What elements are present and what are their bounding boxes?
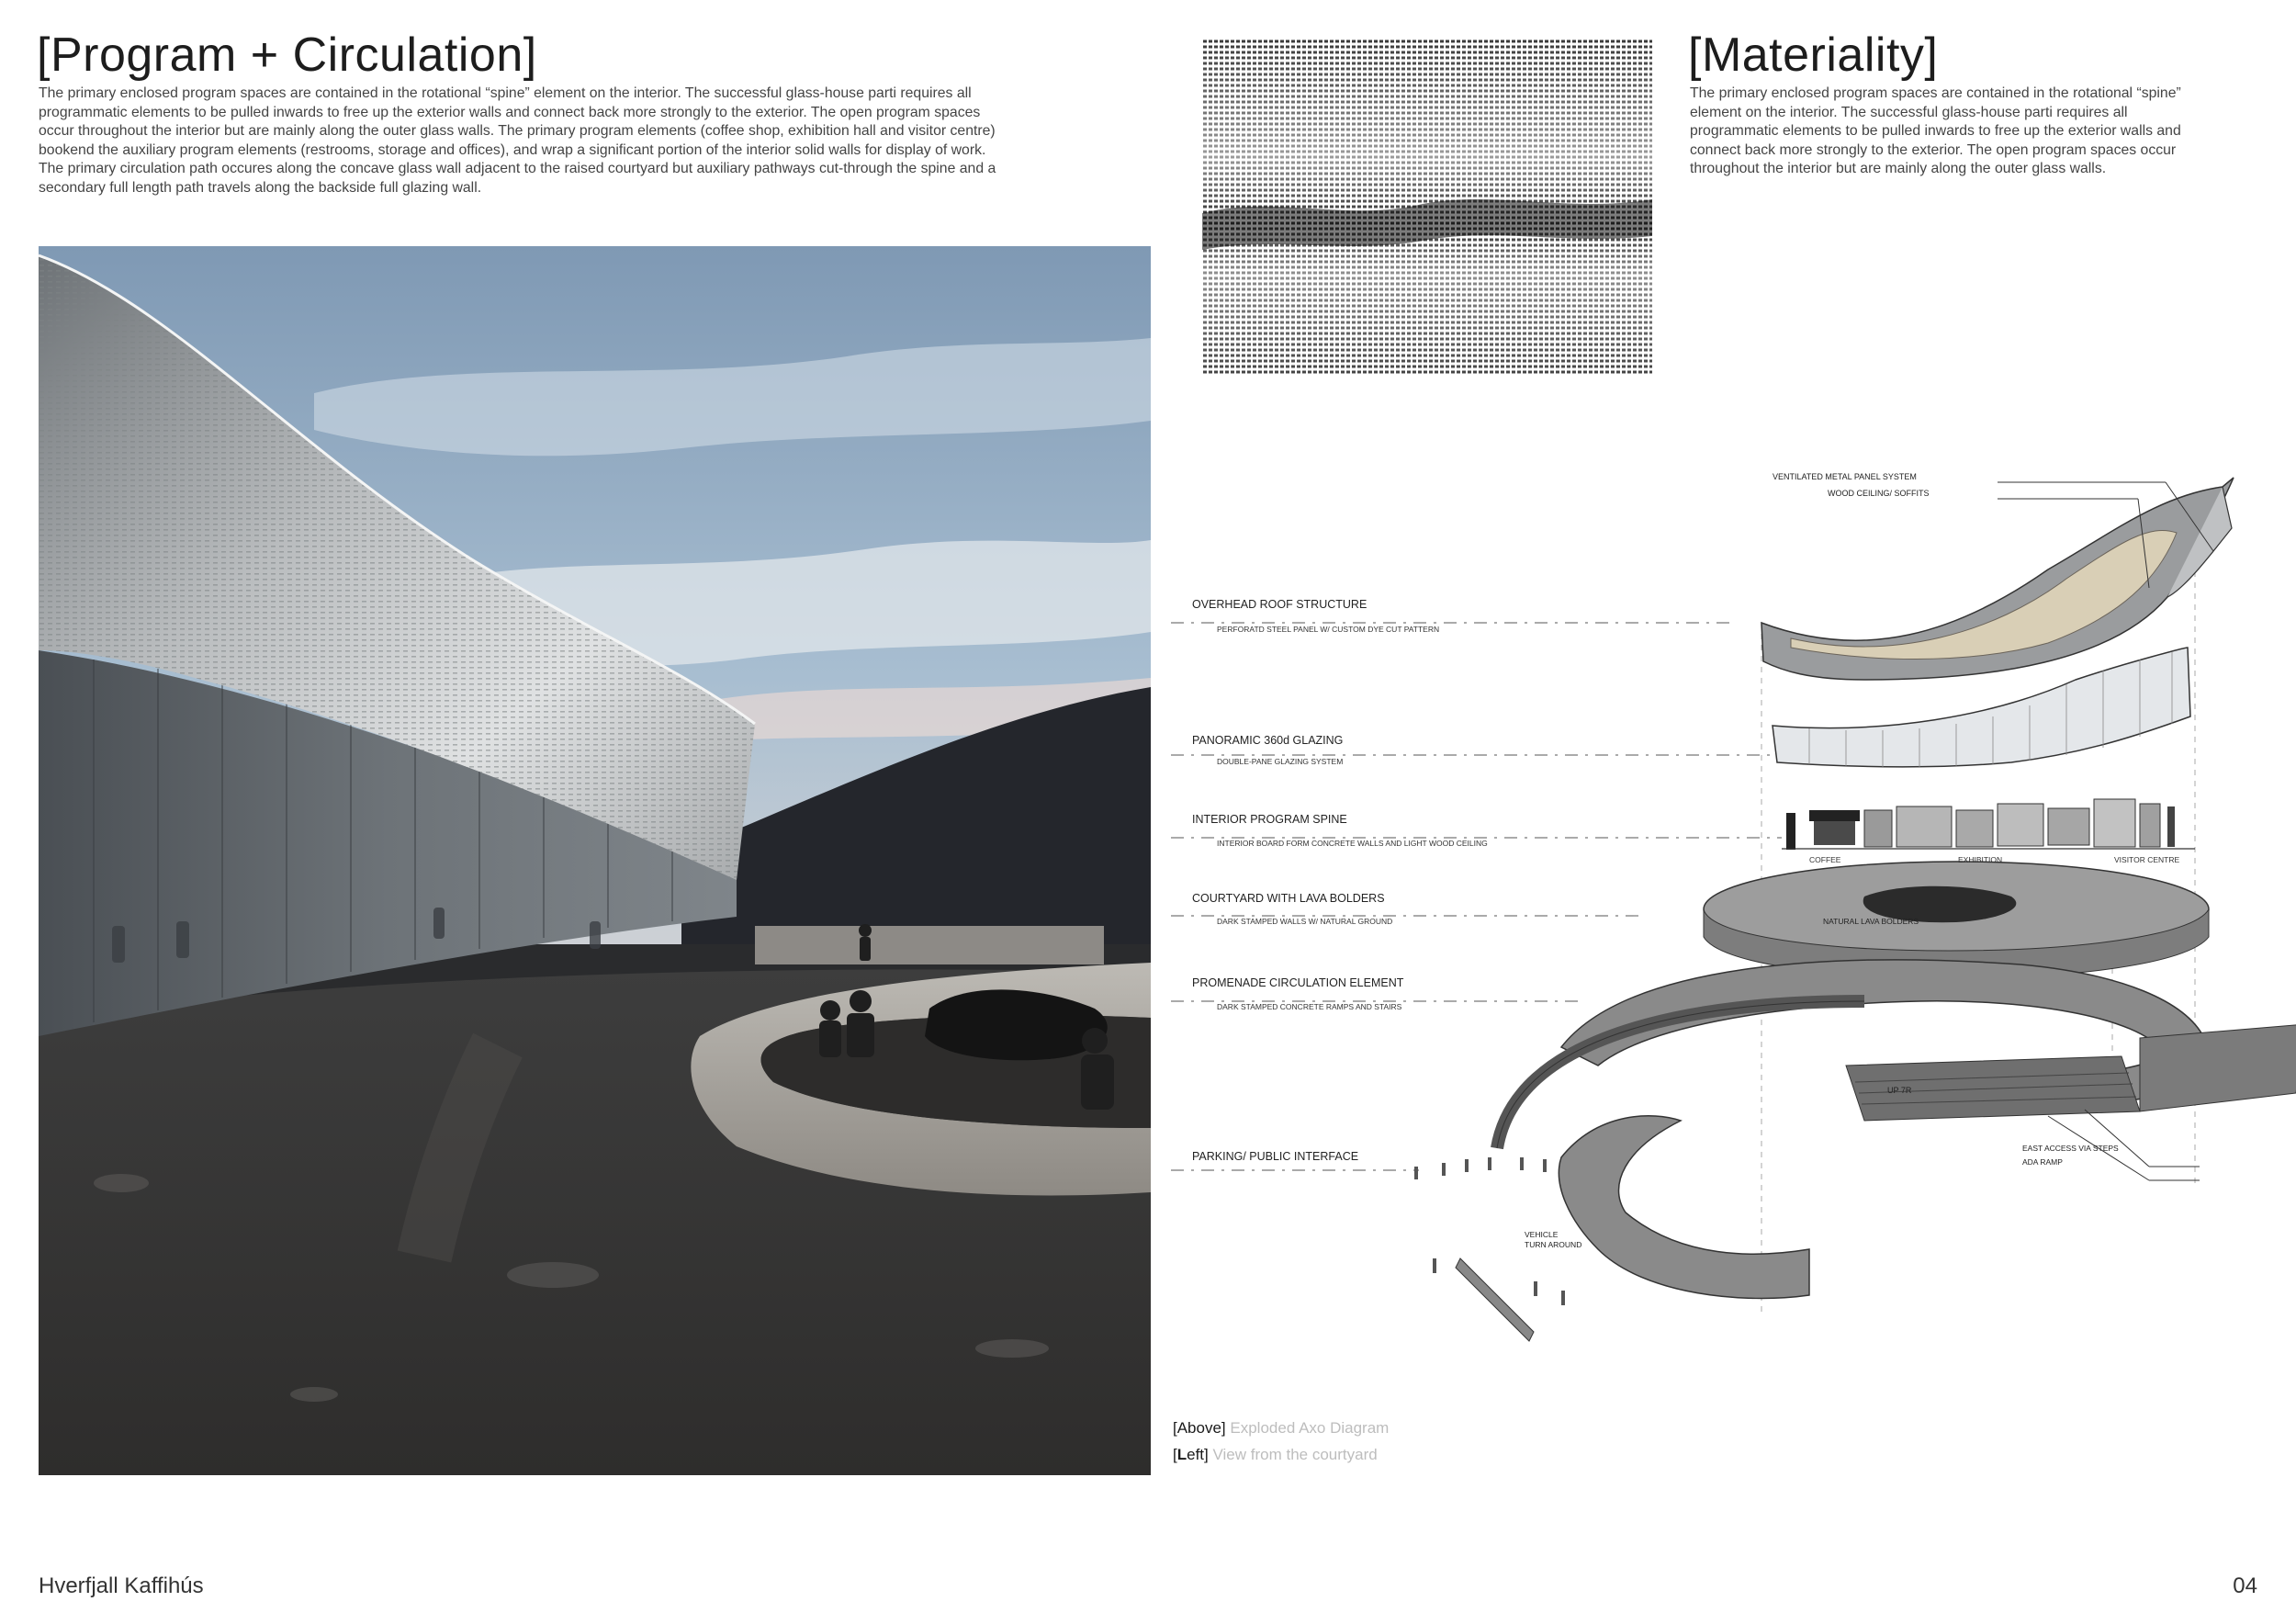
caption-left-key-letter: L — [1176, 1446, 1187, 1463]
turn-around-label: TURN AROUND — [1525, 1240, 1582, 1249]
caption-above — [1173, 1419, 1389, 1438]
lava-bolders-label: NATURAL LAVA BOLDERS — [1823, 917, 1919, 926]
courtyard-render-illustration — [39, 246, 1151, 1475]
layer-4-title: COURTYARD WITH LAVA BOLDERS — [1192, 892, 1385, 905]
layer-3-sub: INTERIOR BOARD FORM CONCRETE WALLS AND LIGHT WOOD CEILING — [1217, 839, 1488, 848]
layer-6-title: PARKING/ PUBLIC INTERFACE — [1192, 1150, 1359, 1163]
parking-element — [1414, 1116, 1809, 1341]
page-number: 04 — [2233, 1573, 2257, 1598]
layer-5-title: PROMENADE CIRCULATION ELEMENT — [1192, 976, 1404, 989]
caption-left — [1173, 1446, 1378, 1464]
caption-above-key: [Above] — [1173, 1419, 1226, 1437]
east-access-label: EAST ACCESS VIA STEPS — [2022, 1144, 2119, 1153]
materiality-body: The primary enclosed program spaces are contained in the rotational “spine” element on the interior. The successful glass-house parti requires all programmatic elements to be pulled inwards to free up the exterior walls and connect back more strongly to the exterior. The open program spaces occur throughout the interior but are mainly along the outer glass walls. — [1690, 85, 2181, 176]
program-circulation-body: The primary enclosed program spaces are contained in the rotational “spine” element on the interior. The successful glass-house parti requires all programmatic elements to be pulled inwards to free up the exterior walls and connect back more strongly to the exterior. The open program spaces occur throughout the interior but are mainly along the outer glass walls. The primary program elements (coffee shop, exhibition hall and visitor centre) bookend the auxiliary program elements (restrooms, storage and offices), and wrap a significant portion of the interior solid walls for display of work. The primary circulation path occures along the concave glass wall adjacent to the raised courtyard but auxiliary pathways cut-through the spine and a secondary full length path travels along the backside full glazing wall. — [39, 85, 996, 196]
vehicle-label: VEHICLE — [1525, 1230, 1559, 1239]
courtyard-render-image — [39, 246, 1151, 1475]
spine-label-coffee: COFFEE — [1809, 855, 1841, 864]
caption-above-text: Exploded Axo Diagram — [1230, 1419, 1390, 1437]
layer-4-sub: DARK STAMPED WALLS W/ NATURAL GROUND — [1217, 917, 1393, 926]
caption-left-key-open: [ — [1173, 1446, 1177, 1463]
caption-left-text: View from the courtyard — [1212, 1446, 1378, 1463]
callout-ventilated-panel: VENTILATED METAL PANEL SYSTEM — [1773, 472, 1917, 481]
layer-2-title: PANORAMIC 360d GLAZING — [1192, 734, 1344, 747]
program-spine-element — [1782, 799, 2195, 850]
materiality-title: [Materiality] — [1688, 28, 1939, 82]
layer-5-sub: DARK STAMPED CONCRETE RAMPS AND STAIRS — [1217, 1002, 1402, 1011]
project-name-footer: Hverfjall Kaffihús — [39, 1573, 204, 1598]
layer-1-title: OVERHEAD ROOF STRUCTURE — [1192, 598, 1367, 611]
exploded-axo-diagram — [1166, 450, 2296, 1488]
perforated-panel-texture — [1202, 39, 1652, 375]
callout-wood-ceiling: WOOD CEILING/ SOFFITS — [1828, 489, 1930, 498]
spine-label-exhibition: EXHIBITION — [1958, 855, 2003, 864]
program-circulation-title: [Program + Circulation] — [37, 28, 537, 82]
layer-1-sub: PERFORATD STEEL PANEL W/ CUSTOM DYE CUT PATTERN — [1217, 625, 1440, 634]
spine-label-visitor-centre: VISITOR CENTRE — [2114, 855, 2180, 864]
ada-ramp-label: ADA RAMP — [2022, 1157, 2063, 1167]
perforated-panel-texture-image — [1202, 39, 1652, 375]
axo-diagram-drawing — [1166, 450, 2296, 1488]
caption-left-key-rest: eft] — [1187, 1446, 1209, 1463]
roof-structure-element — [1761, 478, 2234, 680]
layer-3-title: INTERIOR PROGRAM SPINE — [1192, 813, 1347, 826]
layer-2-sub: DOUBLE-PANE GLAZING SYSTEM — [1217, 757, 1344, 766]
up-7r-label: UP 7R — [1887, 1086, 1912, 1095]
